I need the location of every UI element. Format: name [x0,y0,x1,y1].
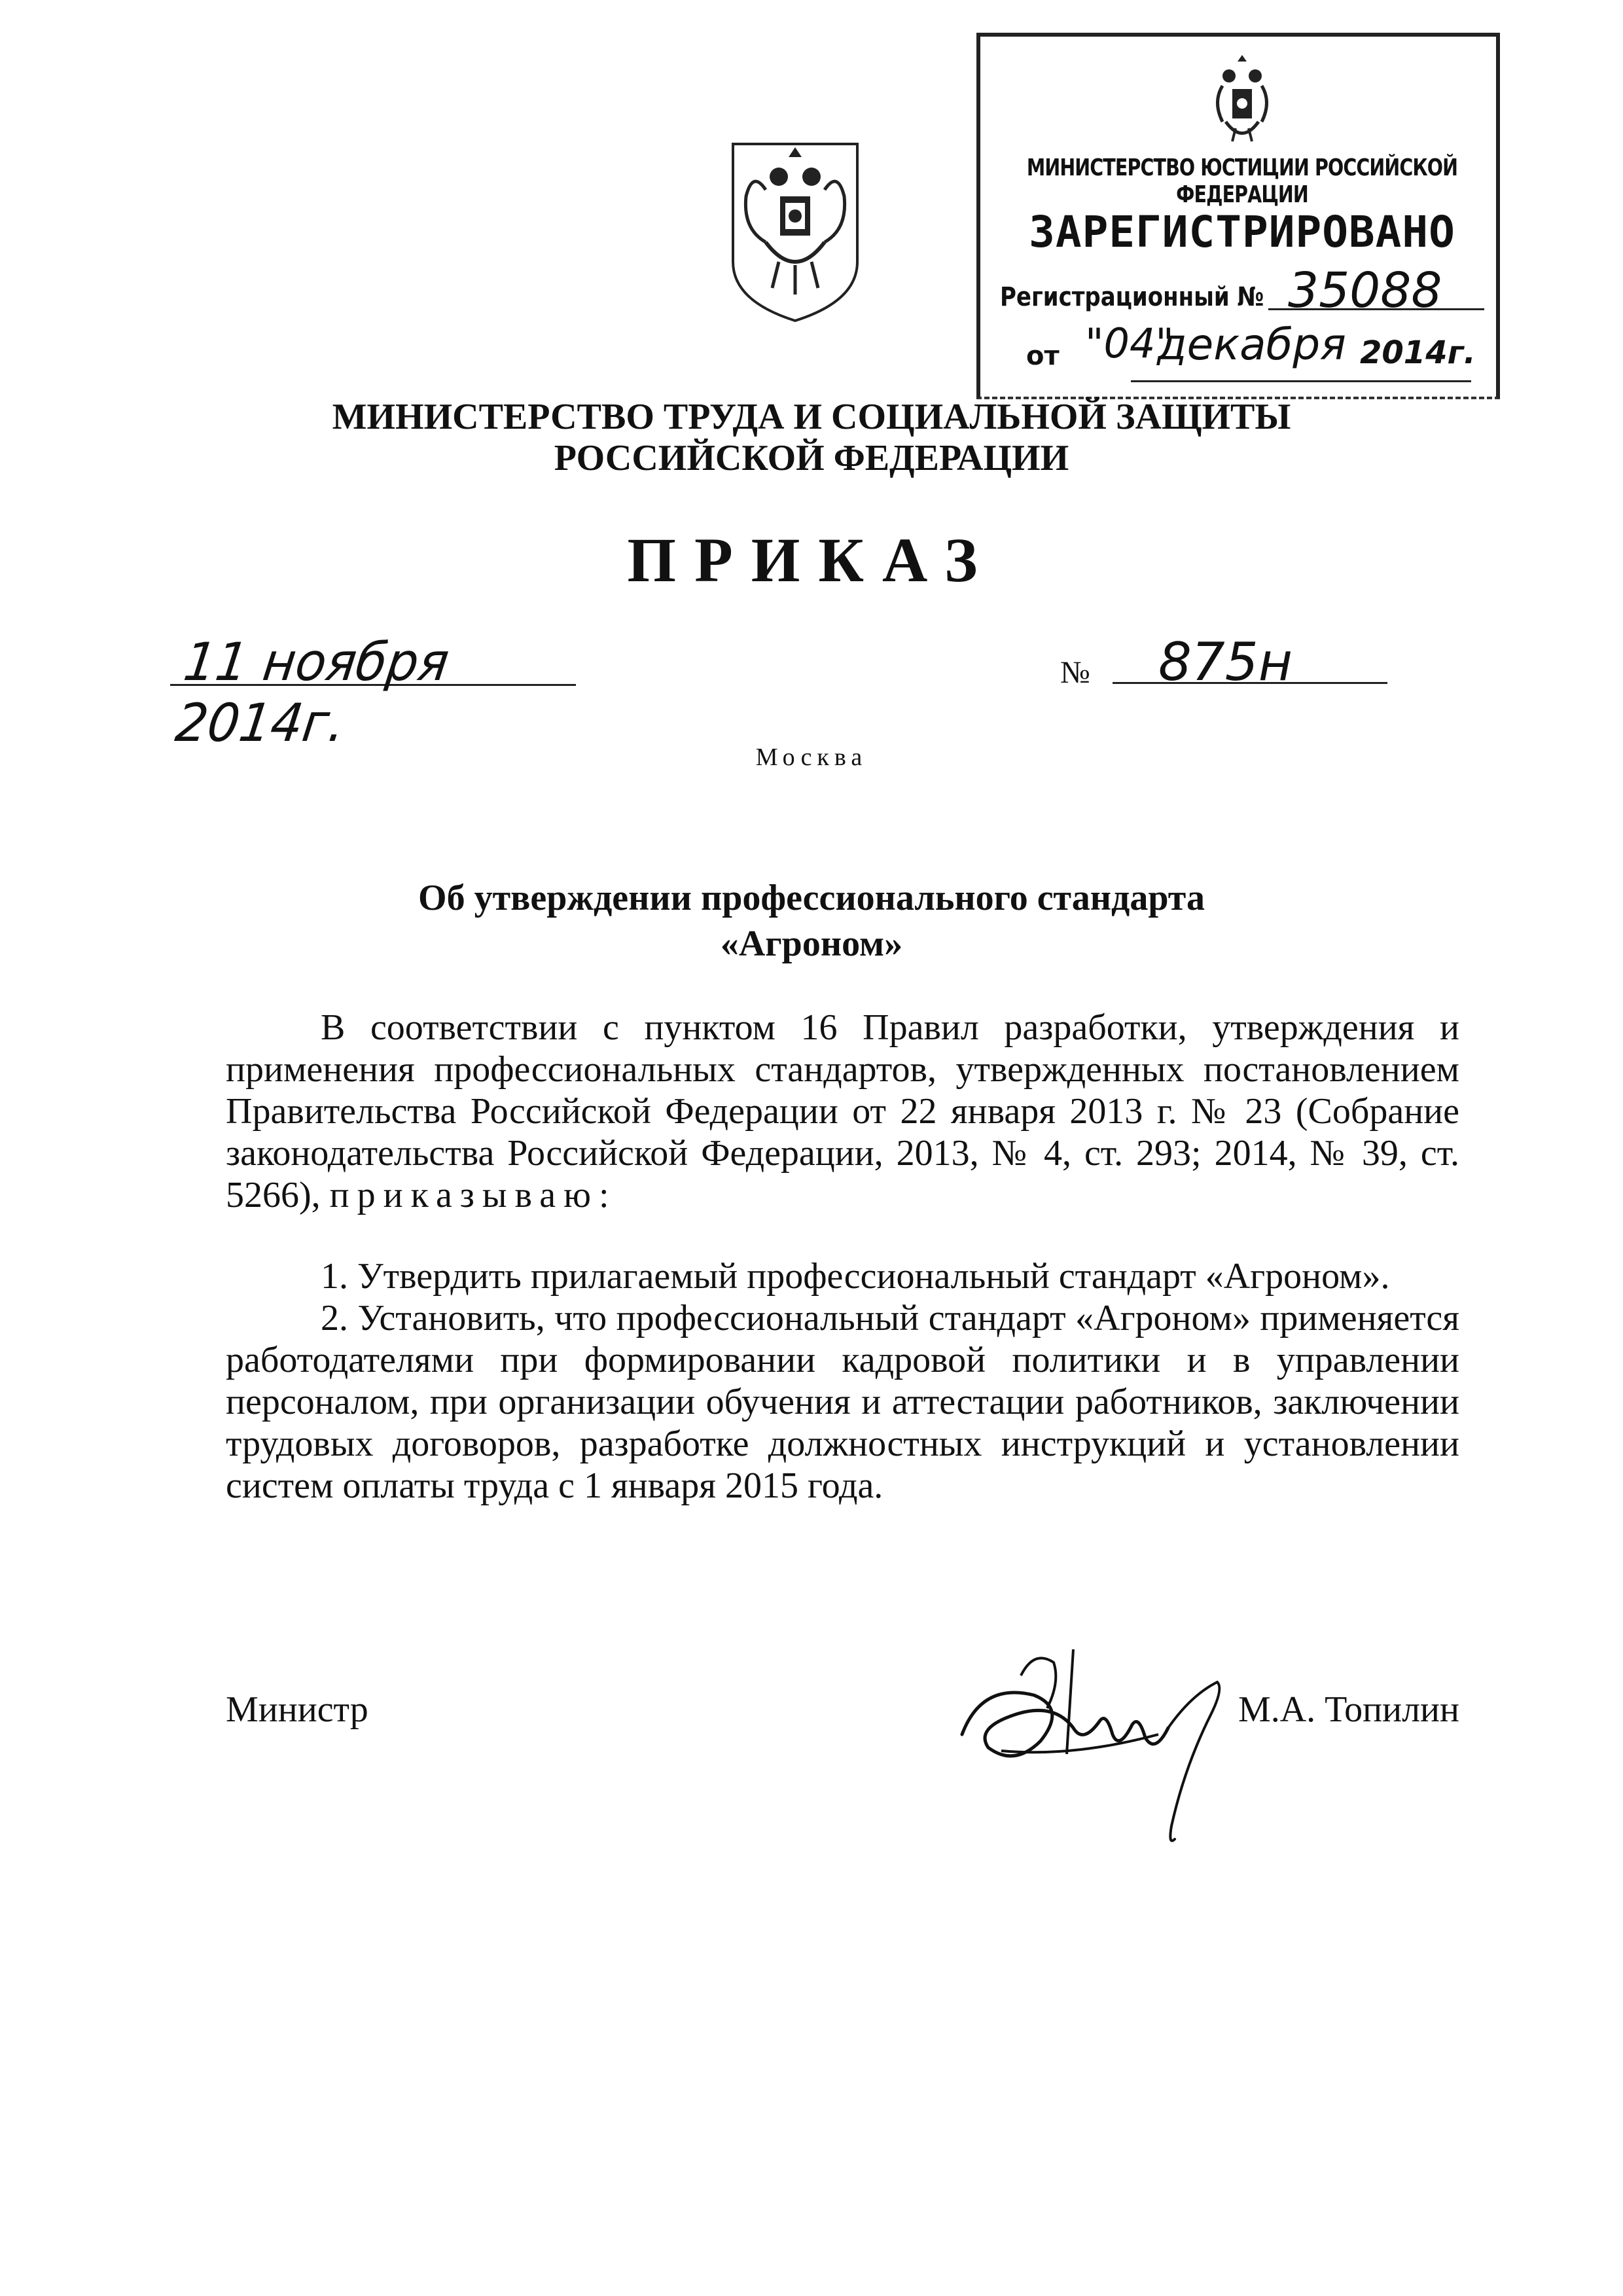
stamp-date-day: "04" [1085,319,1174,367]
preamble-paragraph [226,1007,1459,1216]
stamp-date-year: 2014г. [1360,334,1476,371]
order-word: приказываю: [329,1175,617,1215]
document-type: ПРИКАЗ [627,525,996,595]
stamp-date-month: декабря [1157,319,1346,370]
ministry-name-line1: МИНИСТЕРСТВО ТРУДА И СОЦИАЛЬНОЙ ЗАЩИТЫ [332,397,1291,437]
stamp-date-label: от [1026,341,1060,371]
registration-stamp [976,33,1500,399]
stamp-ministry: МИНИСТЕРСТВО ЮСТИЦИИ РОССИЙСКОЙ ФЕДЕРАЦИИ [1026,154,1458,208]
item-2: 2. Установить, что профессиональный стандарт «Агроном» применяется работодателями при формировании кадровой политики и в управлении персоналом, при организации обучения и аттестации работников, заключении трудовых договоров, разработке должностных инструкций и установлении систем оплаты труда с 1 января 2015 года. [226,1298,1459,1506]
item-1: 1. Утвердить прилагаемый профессиональный стандарт «Агроном». [321,1256,1390,1297]
stamp-emblem [1206,50,1278,148]
document-title-line2: «Агроном» [720,924,903,964]
signer-name: М.А. Топилин [1238,1689,1459,1730]
stamp-reg-label: Регистрационный № [1000,282,1264,312]
coat-of-arms-emblem [726,131,864,327]
stamp-status: ЗАРЕГИСТРИРОВАНО [1029,207,1455,257]
stamp-reg-number: 35088 [1268,262,1484,310]
preamble-text: В соответствии с пунктом 16 Правил разработки, утверждения и применения профессиональных стандартов, утвержденных постановлением Правительства Российской Федерации от 22 января 2013 г. № 23 (Собрание законодательства Российской Федерации, 2013, № 4, ст. 293; 2014, № 39, ст. 5266), [226,1007,1459,1215]
city: Москва [755,744,868,771]
document-body [226,1007,1459,1507]
signer-position: Министр [226,1689,368,1730]
order-number: 875н [1113,632,1387,684]
ministry-name-line2: РОССИЙСКОЙ ФЕДЕРАЦИИ [554,438,1069,478]
document-title-line1: Об утверждении профессионального стандарта [418,878,1205,918]
order-number-label: № [1060,655,1090,690]
order-date [170,632,576,753]
stamp-date-underline [1131,380,1471,382]
handwritten-signature [942,1636,1283,1852]
order-date-value: 11 ноября 2014г. [172,632,453,753]
